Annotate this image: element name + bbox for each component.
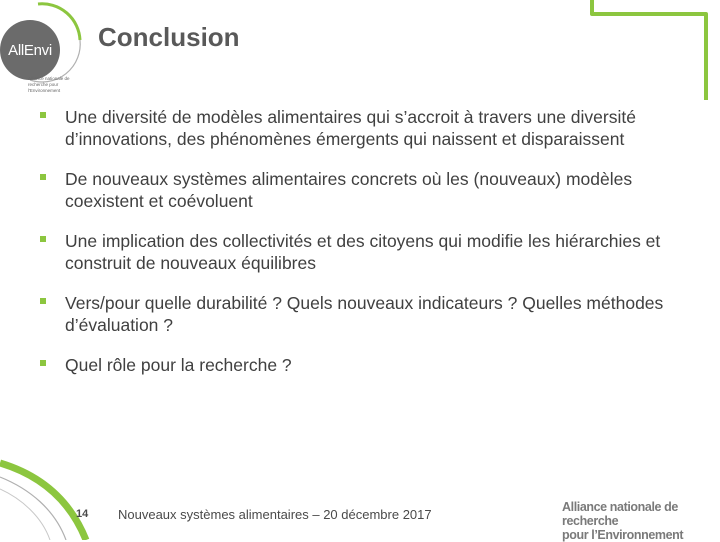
bullet-marker [40, 112, 46, 118]
bullet-marker [40, 360, 46, 366]
footer-text: Nouveaux systèmes alimentaires – 20 décembre 2017 [118, 507, 432, 522]
logo-name: AllEnvi [8, 41, 52, 59]
bullet-item [40, 354, 680, 376]
bullet-marker [40, 236, 46, 242]
bullet-text: Quel rôle pour la recherche ? [65, 355, 292, 375]
bullet-text: Une diversité de modèles alimentaires qui s’accroit à travers une diversité d’innovations, des phénomènes émergents qui naissent et disparaissent [65, 107, 636, 149]
bullet-text: De nouveaux systèmes alimentaires concrets où les (nouveaux) modèles coexistent et coévoluent [65, 169, 633, 211]
footer-org-line-1: Alliance nationale de recherche [562, 500, 678, 528]
bullet-text: Vers/pour quelle durabilité ? Quels nouveaux indicateurs ? Quelles méthodes d’évaluation ? [65, 293, 664, 335]
footer-org-line-2: pour l’Environnement [562, 528, 684, 542]
logo-tagline: Alliance nationale de recherche pour l'Environnement [28, 76, 70, 93]
bullet-item [40, 292, 680, 336]
page-title: Conclusion [98, 22, 240, 52]
bullet-item [40, 230, 680, 274]
bullet-item [40, 168, 680, 212]
bullet-marker [40, 174, 46, 180]
bullet-marker [40, 298, 46, 304]
bullet-list [40, 106, 680, 394]
bullet-text: Une implication des collectivités et des citoyens qui modifie les hiérarchies et construit de nouveaux équilibres [65, 231, 661, 273]
page-number: 14 [76, 508, 89, 520]
corner-bracket-decoration [590, 0, 720, 110]
footer-org-logo [562, 500, 720, 542]
footer-swoosh-decoration [0, 455, 120, 540]
bullet-item [40, 106, 680, 150]
allenvi-logo [0, 20, 60, 80]
